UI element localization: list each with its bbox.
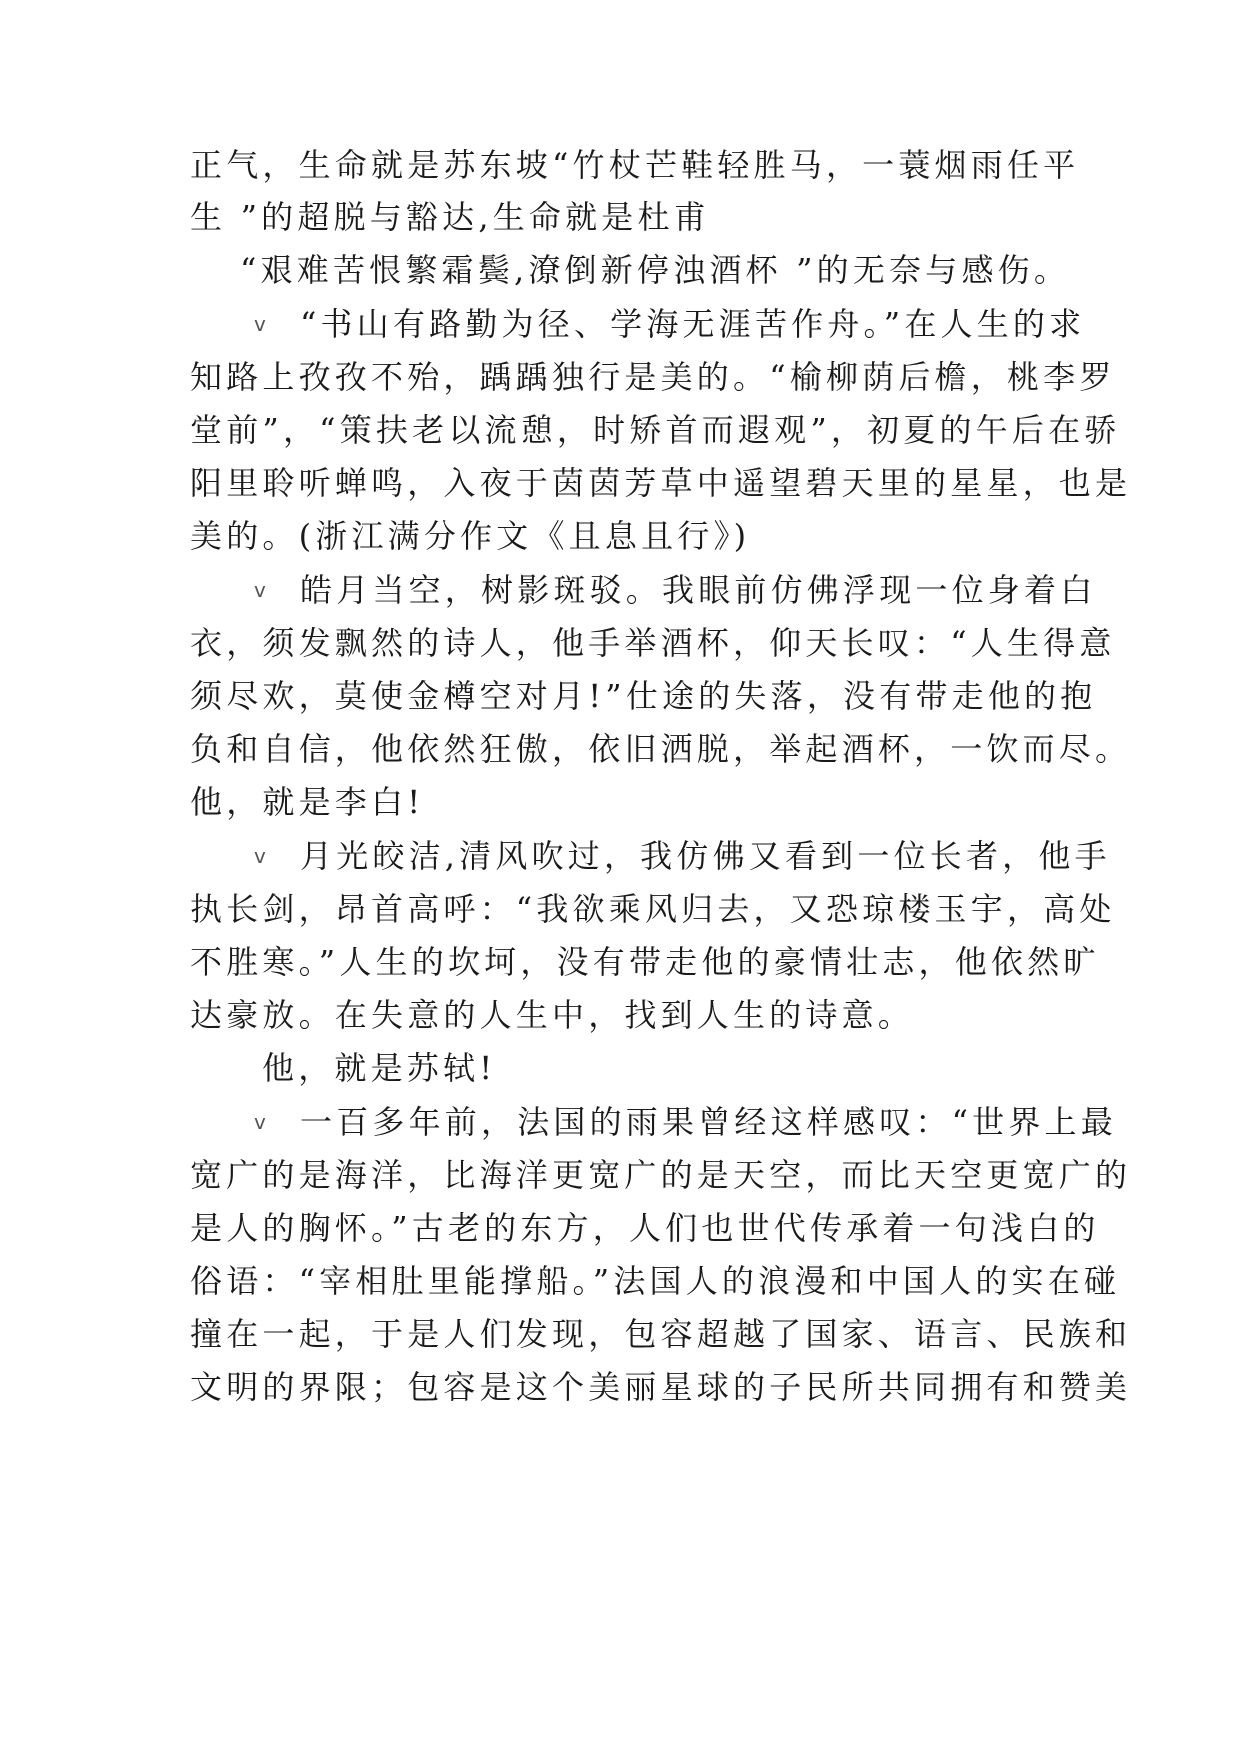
- bullet-marker-icon: v: [254, 312, 266, 336]
- text-line: 执长剑，昂首高呼：“我欲乘风归去，又恐琼楼玉宇，高处: [190, 890, 1116, 928]
- text-line: “书山有路勤为径、学海无涯苦作舟。”在人生的求: [300, 305, 1086, 343]
- text-line: 他，就是李白!: [190, 783, 425, 821]
- text-line: 撞在一起，于是人们发现，包容超越了国家、语言、民族和: [190, 1315, 1132, 1353]
- text-line: “艰难苦恨繁霜鬓,潦倒新停浊酒杯 ”的无奈与感伤。: [240, 251, 1071, 289]
- text-line: 衣，须发飘然的诗人，他手举酒杯，仰天长叹：“人生得意: [190, 624, 1116, 662]
- text-line: 文明的界限；包容是这个美丽星球的子民所共同拥有和赞美: [190, 1368, 1132, 1406]
- text-line: 达豪放。在失意的人生中，找到人生的诗意。: [190, 996, 915, 1034]
- text-line: 阳里聆听蝉鸣，入夜于茵茵芳草中遥望碧天里的星星，也是: [190, 464, 1132, 502]
- text-line: 宽广的是海洋，比海洋更宽广的是天空，而比天空更宽广的: [190, 1156, 1132, 1194]
- text-line: 皓月当空，树影斑驳。我眼前仿佛浮现一位身着白: [300, 571, 1097, 609]
- text-line: 负和自信，他依然狂傲，依旧洒脱，举起酒杯，一饮而尽。: [190, 730, 1132, 768]
- text-line: 堂前”，“策扶老以流憩，时矫首而遐观”，初夏的午后在骄: [190, 411, 1121, 449]
- text-line: 他，就是苏轼!: [262, 1049, 497, 1087]
- text-line: 俗语：“宰相肚里能撑船。”法国人的浪漫和中国人的实在碰: [190, 1262, 1121, 1300]
- text-line: 须尽欢，莫使金樽空对月!”仕途的失落，没有带走他的抱: [190, 677, 1097, 715]
- text-line: 生 ”的超脱与豁达,生命就是杜甫: [190, 198, 710, 236]
- bullet-marker-icon: v: [254, 844, 266, 868]
- text-line: 月光皎洁,清风吹过，我仿佛又看到一位长者，他手: [300, 837, 1111, 875]
- bullet-marker-icon: v: [254, 1110, 266, 1134]
- text-line: 美的。(浙江满分作文《且息且行》): [190, 517, 751, 555]
- text-line: 正气，生命就是苏东坡“竹杖芒鞋轻胜马，一蓑烟雨任平: [190, 146, 1080, 184]
- text-line: 不胜寒。”人生的坎坷，没有带走他的豪情壮志，他依然旷: [190, 943, 1100, 981]
- text-line: 一百多年前，法国的雨果曾经这样感叹：“世界上最: [300, 1103, 1117, 1141]
- text-line: 是人的胸怀。”古老的东方，人们也世代传承着一句浅白的: [190, 1209, 1100, 1247]
- bullet-marker-icon: v: [254, 578, 266, 602]
- text-line: 知路上孜孜不殆，踽踽独行是美的。“榆柳荫后檐，桃李罗: [190, 358, 1116, 396]
